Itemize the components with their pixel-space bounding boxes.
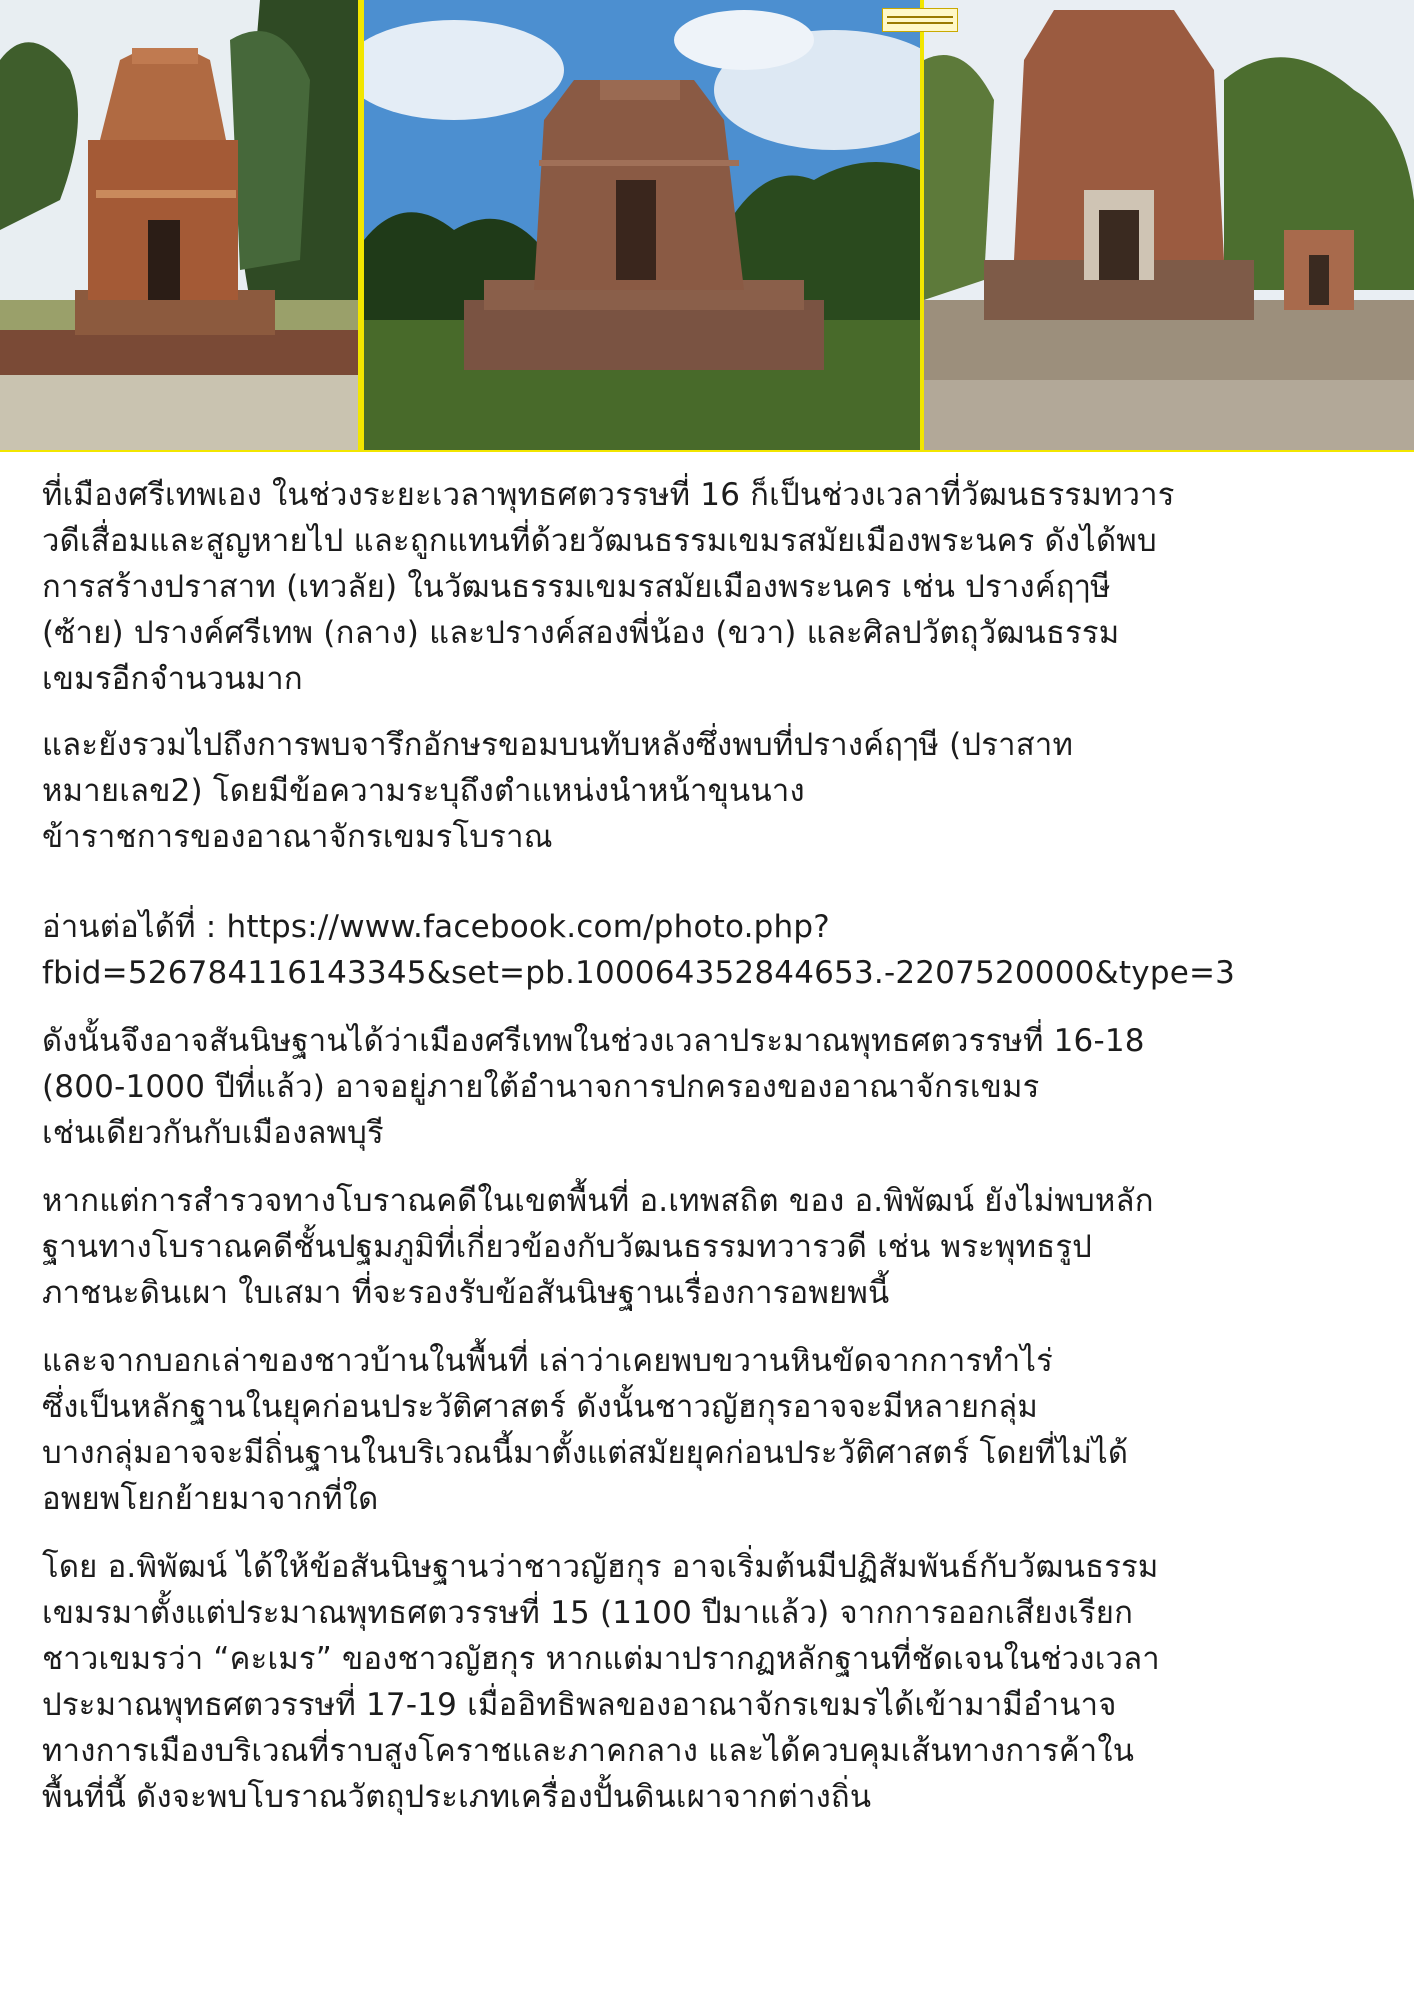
prang-si-thep-photo: [364, 0, 920, 450]
paragraph-survey: หากแต่การสำรวจทางโบราณคดีในเขตพื้นที่ อ.เทพสถิต ของ อ.พิพัฒน์ ยังไม่พบหลัก ฐานทางโบราณคดีชั้นปฐมภูมิที่เกี่ยวข้องกับวัฒนธรรมทวารวดี เช่น พระพุทธรูป ภาชนะดินเผา ใบเสมา ที่จะรองรับข้อสันนิษฐานเรื่องการอพยพนี้: [42, 1183, 1154, 1311]
paragraph-khmer-influence: ที่เมืองศรีเทพเอง ในช่วงระยะเวลาพุทธศตวรรษที่ 16 ก็เป็นช่วงเวลาที่วัฒนธรรมทวาร วดีเสื่อมและสูญหายไป และถูกแทนที่ด้วยวัฒนธรรมเขมรสมัยเมืองพระนคร ดังได้พบ การสร้างปราสาท (เทวลัย) ในวัฒนธรรมเขมรสมัยเมืองพระนคร เช่น ปรางค์ฤๅษี (ซ้าย) ปรางค์ศรีเทพ (กลาง) และปรางค์สองพี่น้อง (ขวา) และศิลปวัตถุวัฒนธรรม เขมรอีกจำนวนมาก: [42, 477, 1175, 697]
prang-ruesi-photo: [0, 0, 358, 450]
paragraph-inscription: และยังรวมไปถึงการพบจารึกอักษรขอมบนทับหลังซึ่งพบที่ปรางค์ฤๅษี (ปราสาท หมายเลข2) โดยมีข้อความระบุถึงตำแหน่งนำหน้าขุนนาง ข้าราชการของอาณาจักรเขมรโบราณ: [42, 727, 1074, 855]
watermark-logo: [882, 8, 958, 32]
photo-strip: [0, 0, 1414, 452]
read-more-link[interactable]: อ่านต่อได้ที่ : https://www.facebook.com/photo.php? fbid=526784116143345&set=pb.100064352844653.-2207520000&type=3: [42, 909, 1236, 991]
paragraph-lopburi: ดังนั้นจึงอาจสันนิษฐานได้ว่าเมืองศรีเทพในช่วงเวลาประมาณพุทธศตวรรษที่ 16-18 (800-1000 ปีที่แล้ว) อาจอยู่ภายใต้อำนาจการปกครองของอาณาจักรเขมร เช่นเดียวกันกับเมืองลพบุรี: [42, 1023, 1145, 1151]
article-body: [42, 472, 1402, 1820]
paragraph-nyah-kur: โดย อ.พิพัฒน์ ได้ให้ข้อสันนิษฐานว่าชาวญัฮกุร อาจเริ่มต้นมีปฏิสัมพันธ์กับวัฒนธรรม เขมรมาตั้งแต่ประมาณพุทธศตวรรษที่ 15 (1100 ปีมาแล้ว) จากการออกเสียงเรียก ชาวเขมรว่า “คะเมร” ของชาวญัฮกุร หากแต่มาปรากฏหลักฐานที่ชัดเจนในช่วงเวลา ประมาณพุทธศตวรรษที่ 17-19 เมื่ออิทธิพลของอาณาจักรเขมรได้เข้ามามีอำนาจ ทางการเมืองบริเวณที่ราบสูงโคราชและภาคกลาง และได้ควบคุมเส้นทางการค้าใน พื้นที่นี้ ดังจะพบโบราณวัตถุประเภทเครื่องปั้นดินเผาจากต่างถิ่น: [42, 1549, 1160, 1815]
prang-song-phi-nong-photo: [924, 0, 1414, 450]
paragraph-villagers: และจากบอกเล่าของชาวบ้านในพื้นที่ เล่าว่าเคยพบขวานหินขัดจากการทำไร่ ซึ่งเป็นหลักฐานในยุคก่อนประวัติศาสตร์ ดังนั้นชาวญัฮกุรอาจจะมีหลายกลุ่ม บางกลุ่มอาจจะมีถิ่นฐานในบริเวณนี้มาตั้งแต่สมัยยุคก่อนประวัติศาสตร์ โดยที่ไม่ได้ อพยพโยกย้ายมาจากที่ใด: [42, 1343, 1129, 1517]
